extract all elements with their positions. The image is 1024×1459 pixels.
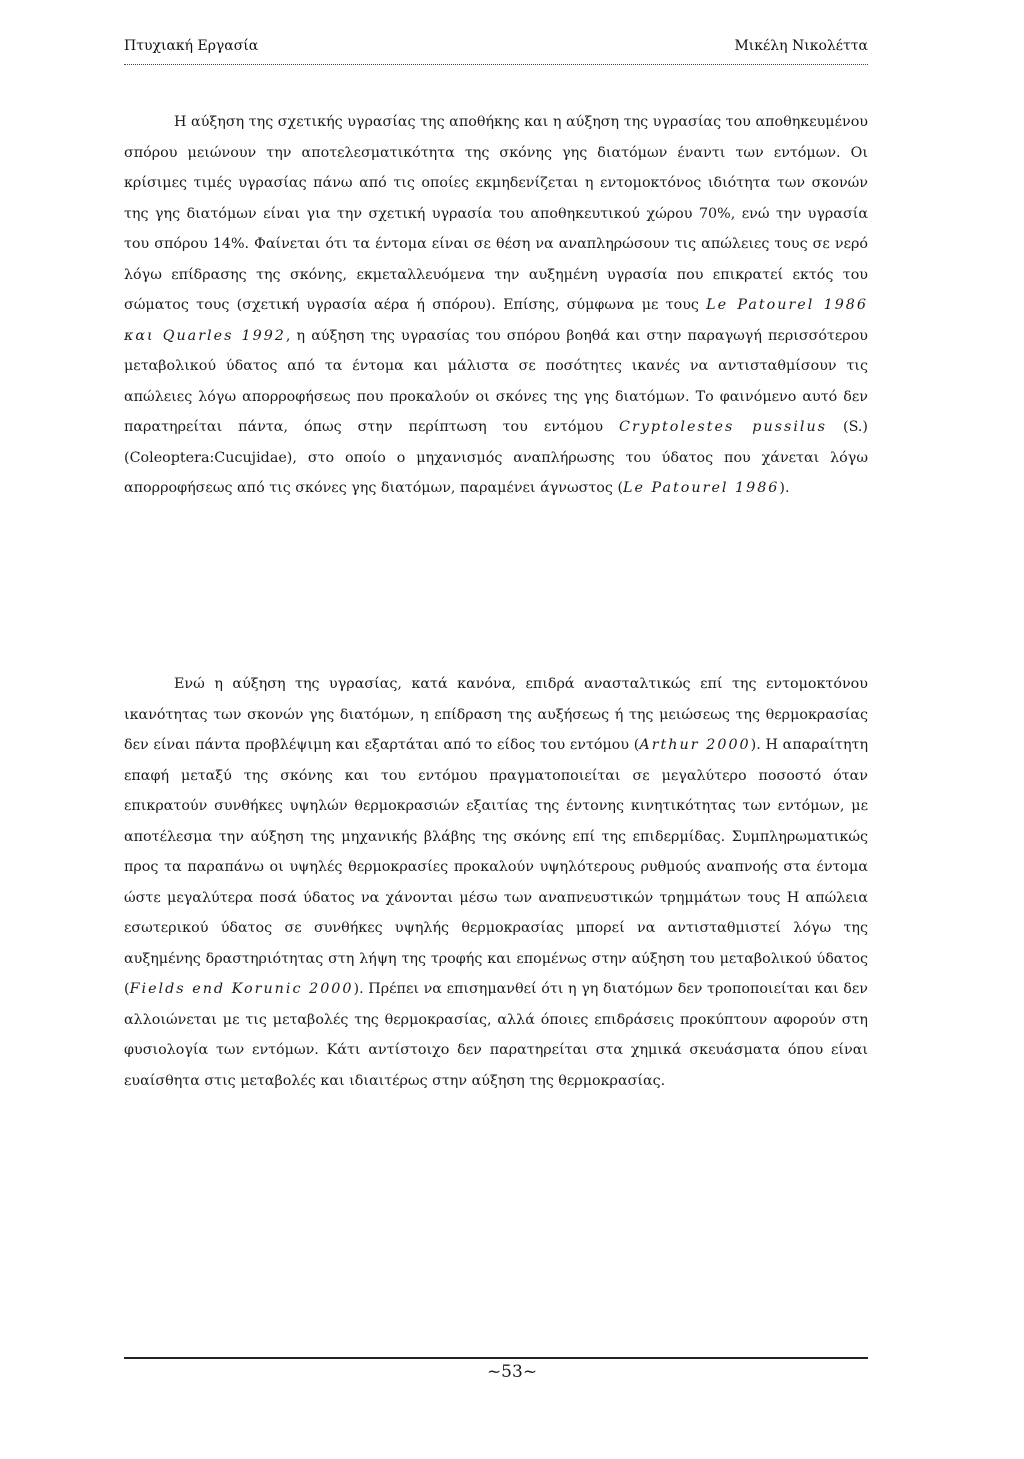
page-header	[124, 38, 868, 62]
header-divider	[124, 64, 868, 65]
header-author: Μικέλη Νικολέττα	[734, 38, 868, 54]
citation: Fields end Korunic 2000	[129, 981, 354, 997]
paragraph-text: (S.) (Coleoptera:Cucujidae), στο οποίο ο μηχανισμός αναπλήρωσης του ύδατος που χάνεται λόγω απορροφήσεως από τις σκόνες γης διατόμων, παραμένει άγνωστος (	[124, 419, 869, 496]
page-number: ~53~	[486, 1362, 538, 1382]
paragraph-text: Ενώ η αύξηση της υγρασίας, κατά κανόνα, επιδρά ανασταλτικώς επί της εντομοκτόνου ικανότητας των σκονών γης διατόμων, η επίδραση της αυξήσεως ή της μειώσεως της θερμοκρασίας δεν είναι πάντα προβλέψιμη και εξαρτάται από το είδος του εντόμου (	[124, 676, 868, 753]
species-name: Cryptolestes pussilus	[619, 419, 828, 435]
paragraph-text: ). Η απαραίτητη επαφή μεταξύ της σκόνης και του εντόμου πραγματοποιείται σε μεγαλύτερο ποσοστό όταν επικρατούν συνθήκες υψηλών θερμοκρασιών εξαιτίας της έντονης κινητικότητας των εντόμων, με αποτέλεσμα την αύξηση της μηχανικής βλάβης της σκόνης επί της επιδερμίδας. Συμπληρωματικώς προς τα παραπάνω οι υψηλές θερμοκρασίες προκαλούν υψηλότερους ρυθμούς αναπνοής στα έντομα ώστε μεγαλύτερα ποσά ύδατος να χάνονται μέσω των αναπνευστικών τρημμάτων τους Η απώλεια εσωτερικού ύδατος σε συνθήκες υψηλής θερμοκρασίας μπορεί να αντισταθμιστεί λόγω της αυξημένης δραστηριότητας στη λήψη της τροφής και επομένως στην αύξηση του μεταβολικού ύδατος (	[124, 737, 869, 997]
paragraph-temperature	[124, 669, 868, 1096]
header-document-type: Πτυχιακή Εργασία	[124, 38, 259, 54]
citation: Le Patourel 1986 και Quarles 1992	[124, 297, 868, 344]
footer-divider	[124, 1357, 868, 1359]
paragraph-humidity	[124, 107, 868, 504]
paragraph-text: ). Πρέπει να επισημανθεί ότι η γη διατόμων δεν τροποποιείται και δεν αλλοιώνεται με τις μεταβολές της θερμοκρασίας, αλλά όποιες επιδράσεις προκύπτουν αφορούν στη φυσιολογία των εντόμων. Κάτι αντίστοιχο δεν παρατηρείται στα χημικά σκευάσματα όπου είναι ευαίσθητα στις μεταβολές και ιδιαιτέρως στην αύξηση της θερμοκρασίας.	[124, 981, 868, 1089]
paragraph-text: Η αύξηση της σχετικής υγρασίας της αποθήκης και η αύξηση της υγρασίας του αποθηκευμένου σπόρου μειώνουν την αποτελεσματικότητα της σκόνης γης διατόμων έναντι των εντόμων. Οι κρίσιμες τιμές υγρασίας πάνω από τις οποίες εκμηδενίζεται η εντομοκτόνος ιδιότητα των σκονών της γης διατόμων είναι για την σχετική υγρασία του αποθηκευτικού χώρου 70%, ενώ την υγρασία του σπόρου 14%. Φαίνεται ότι τα έντομα είναι σε θέση να αναπληρώσουν τις απώλειες τους σε νερό λόγω επίδρασης της σκόνης, εκμεταλλευόμενα την αυξημένη υγρασία που επικρατεί εκτός του σώματος τους (σχετική υγρασία αέρα ή σπόρου). Επίσης, σύμφωνα με τους	[124, 114, 868, 313]
citation: Arthur 2000	[639, 737, 751, 753]
paragraph-text: , η αύξηση της υγρασίας του σπόρου βοηθά και στην παραγωγή περισσότερου μεταβολικού ύδατος από τα έντομα και μάλιστα σε ποσότητες ικανές να αντισταθμίσουν τις απώλειες λόγω απορροφήσεως που προκαλούν οι σκόνες της γης διατόμων. Το φαινόμενο αυτό δεν παρατηρείται πάντα, όπως στην περίπτωση του εντόμου	[124, 327, 868, 435]
citation: Le Patourel 1986	[623, 480, 780, 496]
paragraph-text: ).	[779, 480, 790, 496]
